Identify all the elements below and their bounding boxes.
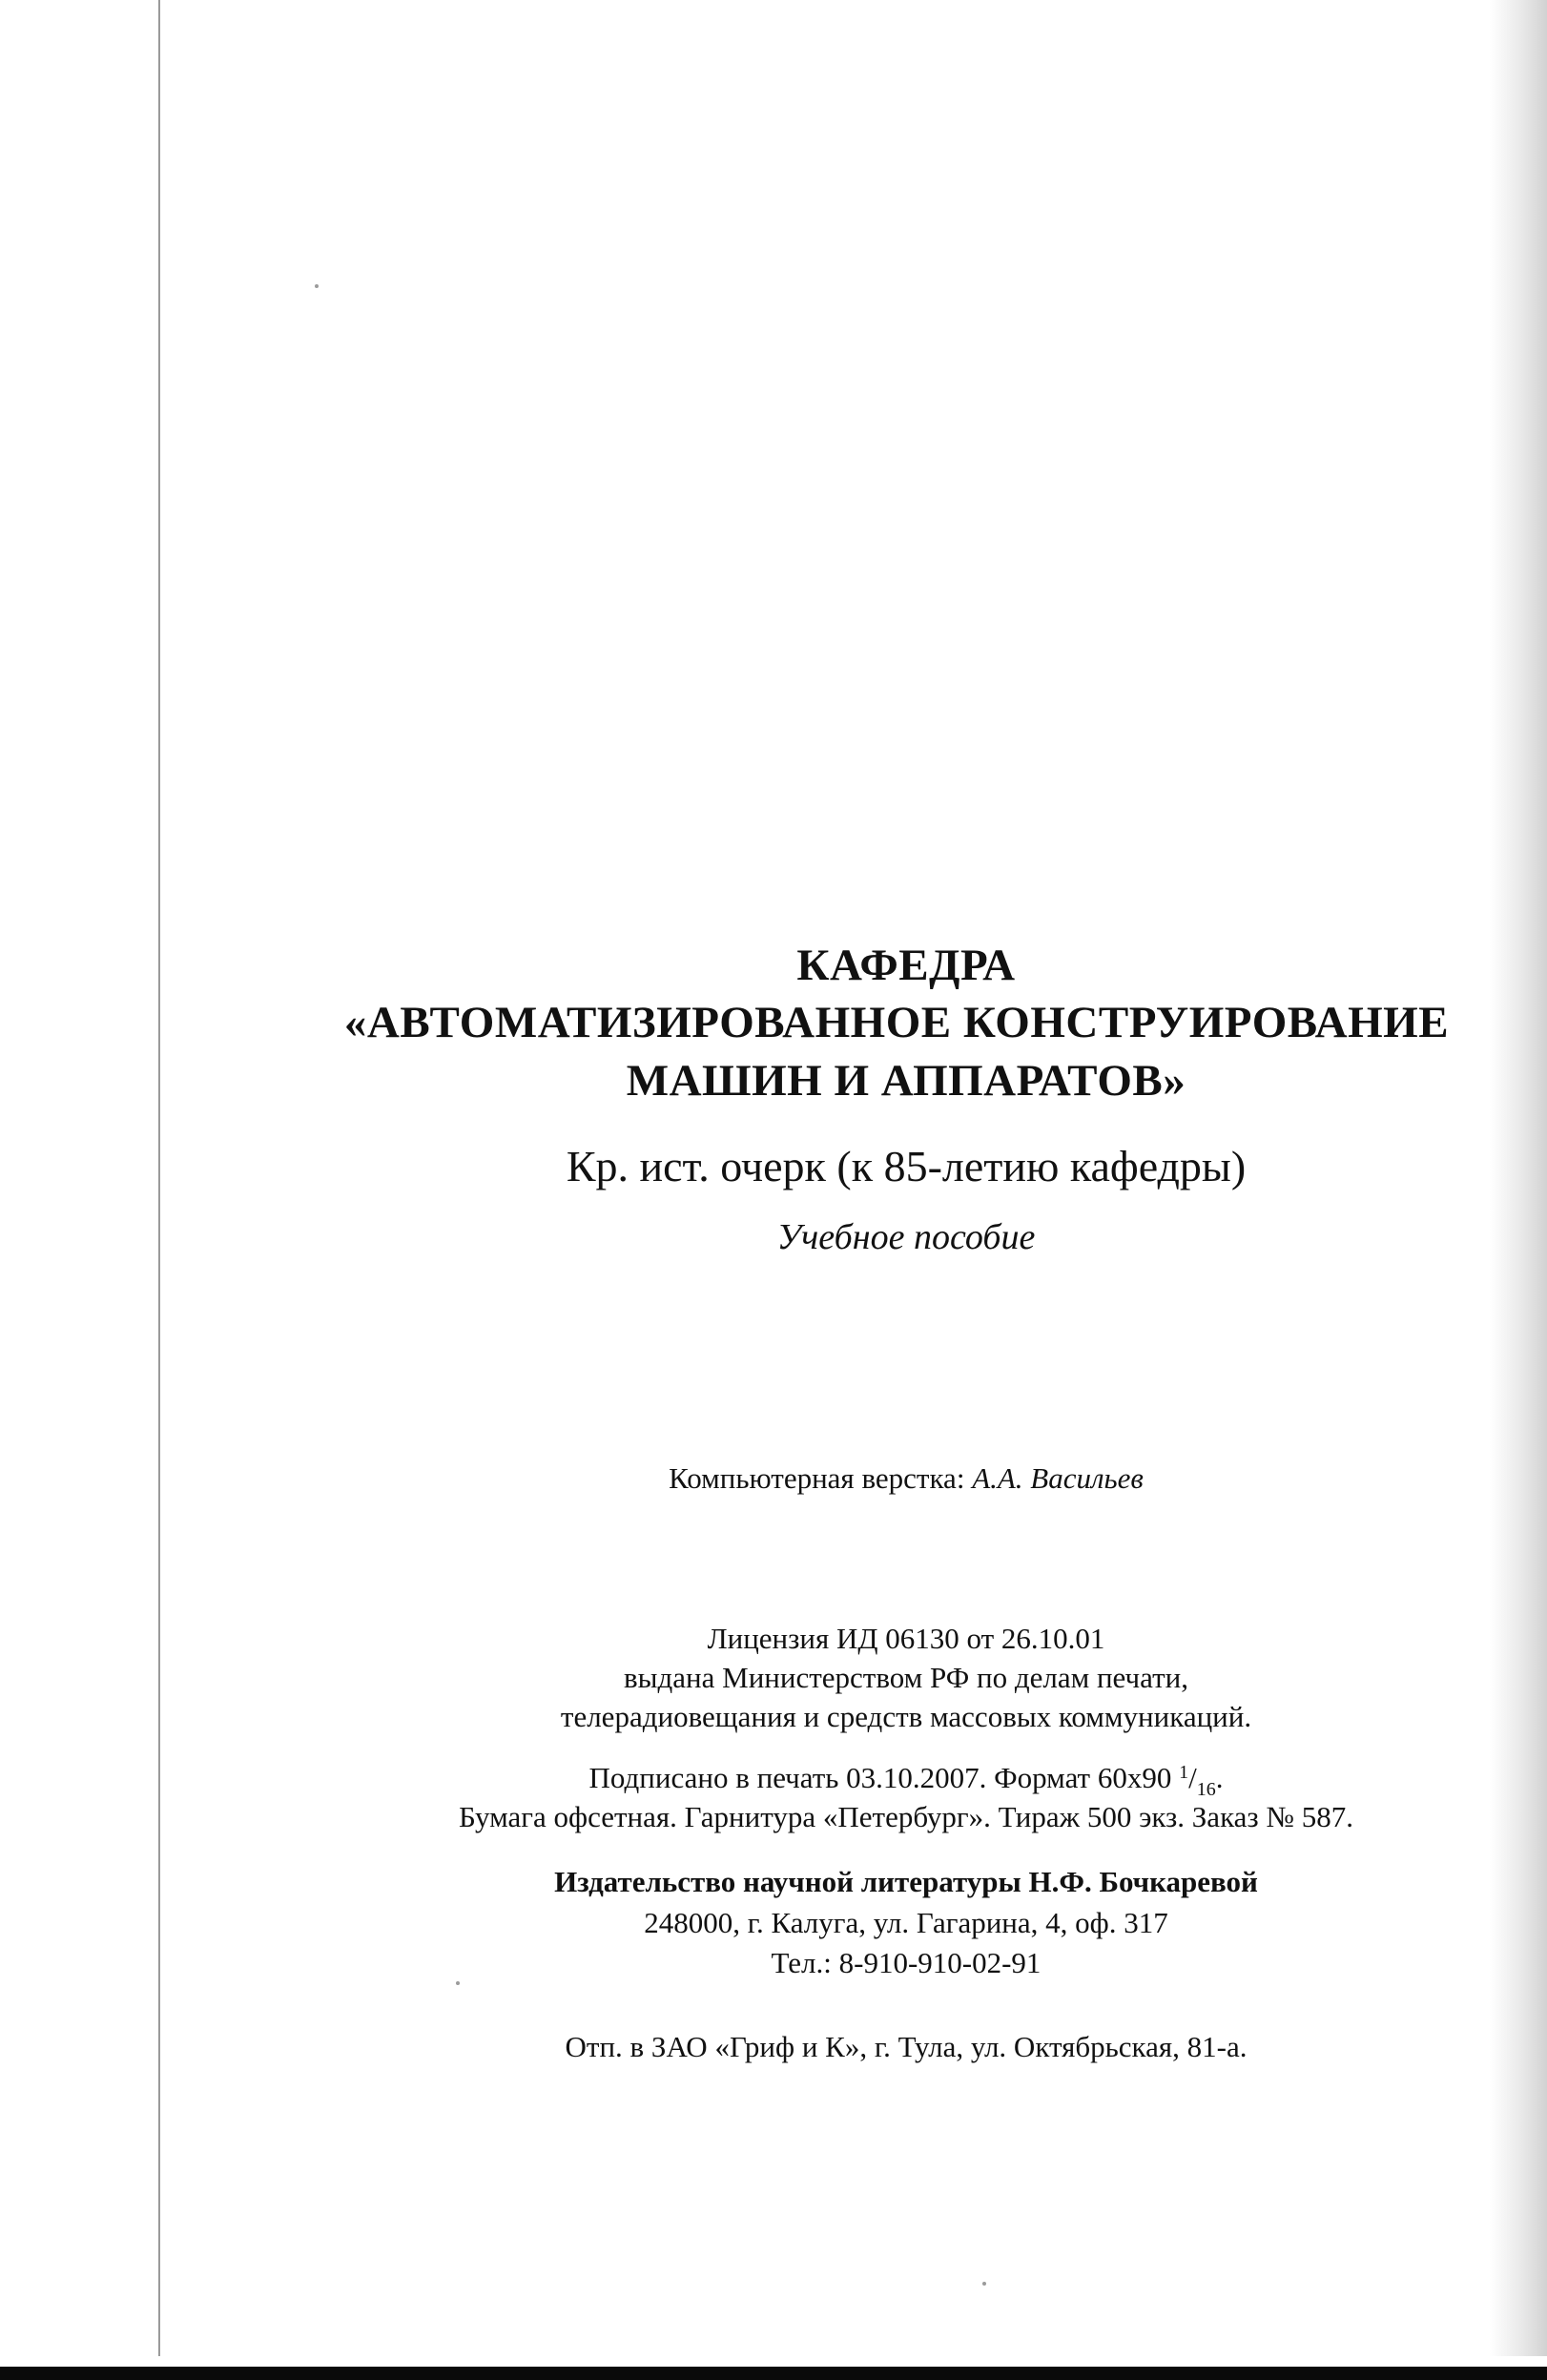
book-type: Учебное пособие [776, 1217, 1036, 1257]
subtitle: Кр. ист. очерк (к 85-летию кафедры) [566, 1142, 1247, 1190]
scan-speck [456, 1981, 460, 1985]
format-slash: / [1188, 1761, 1197, 1794]
layout-credit-label: Компьютерная верстка: [669, 1461, 965, 1495]
publisher-address: 248000, г. Калуга, ул. Гагарина, 4, оф. 317 [644, 1906, 1168, 1939]
license-line-1: Лицензия ИД 06130 от 26.10.01 [707, 1622, 1105, 1655]
publisher-phone: Тел.: 8-910-910-02-91 [771, 1946, 1042, 1979]
print-info-line-2: Бумага офсетная. Гарнитура «Петербург». Тираж 500 экз. Заказ № 587. [459, 1800, 1353, 1833]
layout-credit [429, 1461, 1383, 1496]
license-line-3: телерадиовещания и средств массовых коммуникаций. [560, 1700, 1252, 1733]
publisher-name: Издательство научной литературы Н.Ф. Бочкаревой [554, 1865, 1258, 1898]
title-line-1: КАФЕДРА [796, 941, 1016, 990]
scan-speck [315, 284, 319, 288]
format-denominator: 16 [1196, 1779, 1216, 1800]
print-info-line-1 [382, 1761, 1431, 1801]
scan-speck [982, 2282, 986, 2286]
layout-credit-name: А.А. Васильев [972, 1461, 1144, 1495]
title-line-2: «АВТОМАТИЗИРОВАННОЕ КОНСТРУИРОВАНИЕ [343, 998, 1450, 1047]
page-edge-shadow [1490, 0, 1547, 2356]
printed-at: Отп. в ЗАО «Гриф и К», г. Тула, ул. Октябрьская, 81-а. [565, 2030, 1248, 2063]
title-line-3: МАШИН И АППАРАТОВ» [626, 1056, 1186, 1106]
print-info-main: Подписано в печать 03.10.2007. Формат 60x90 [588, 1761, 1172, 1794]
format-numerator: 1 [1179, 1762, 1189, 1783]
license-line-2: выдана Министерством РФ по делам печати, [624, 1661, 1188, 1694]
print-info-end: . [1215, 1761, 1224, 1794]
scan-bottom-band [0, 2367, 1547, 2380]
binding-line [158, 0, 160, 2356]
